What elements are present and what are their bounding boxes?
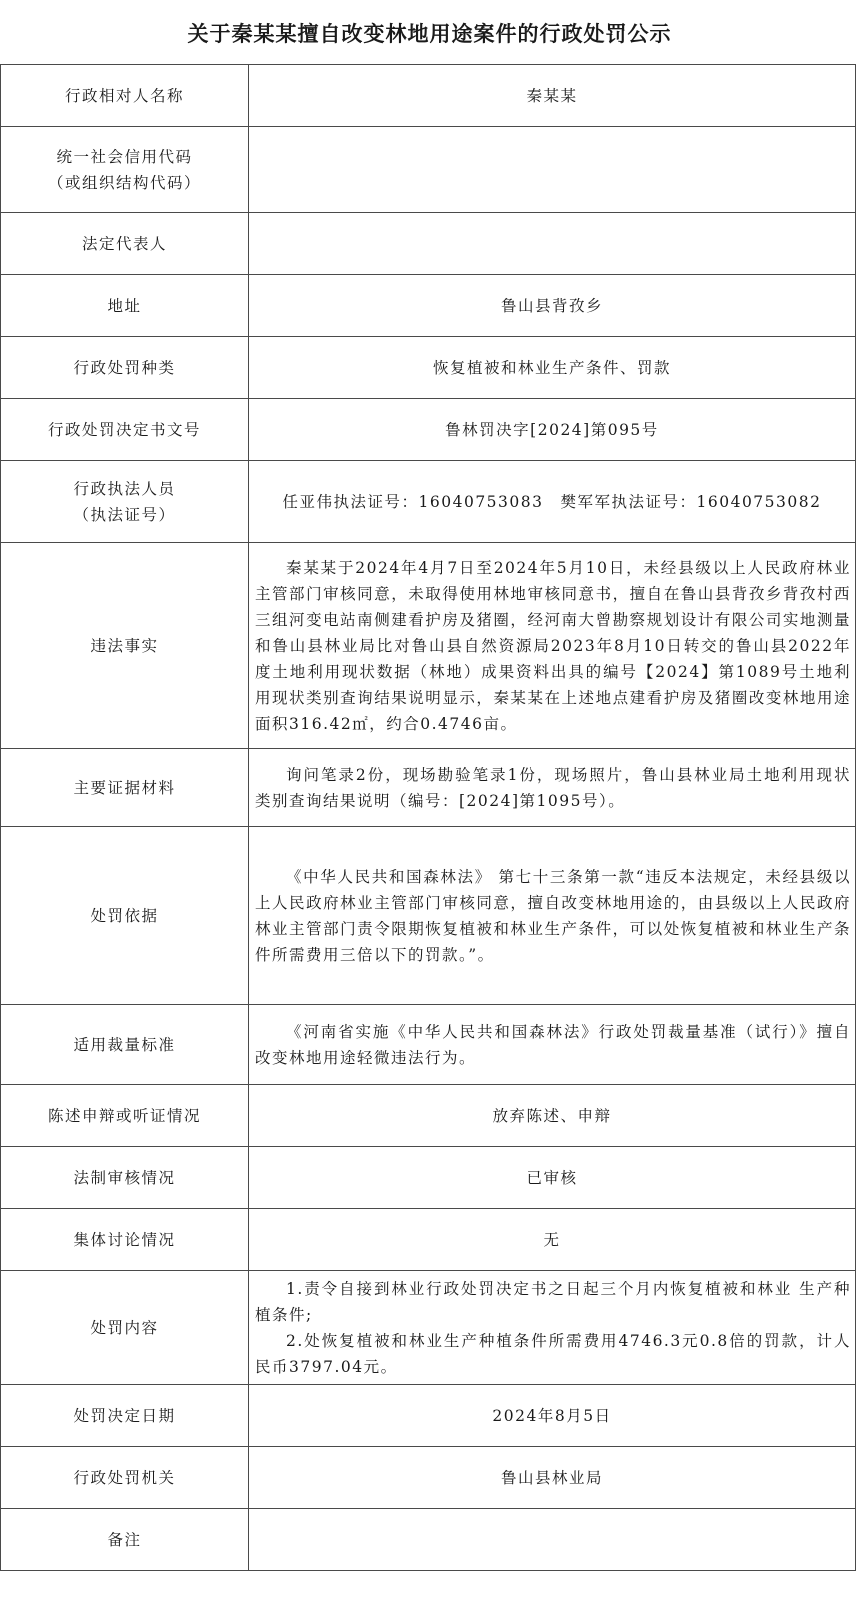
row-value: 鲁林罚决字[2024]第095号 [249,399,856,461]
row-value: 2024年8月5日 [249,1385,856,1447]
table-row [1,1447,856,1509]
row-value [249,127,856,213]
paragraph: 2.处恢复植被和林业生产种植条件所需费用4746.3元0.8倍的罚款，计人民币3797.04元。 [255,1331,851,1376]
row-value [249,1005,856,1085]
table-row [1,275,856,337]
row-value: 鲁山县背孜乡 [249,275,856,337]
row-value: 任亚伟执法证号：16040753083 樊军军执法证号：16040753082 [249,461,856,543]
row-label: 处罚依据 [1,827,249,1005]
row-label: 主要证据材料 [1,749,249,827]
table-row [1,1085,856,1147]
table-row [1,1385,856,1447]
paragraph: 《中华人民共和国森林法》 第七十三条第一款“违反本法规定，未经县级以上人民政府林业主管部门审核同意，擅自改变林地用途的，由县级以上人民政府林业主管部门责令限期恢复植被和林业生产条件，可以处恢复植被和林业生产条件所需费用三倍以下的罚款。”。 [255,867,851,964]
paragraph: 1.责令自接到林业行政处罚决定书之日起三个月内恢复植被和林业 生产种植条件; [255,1279,851,1324]
paragraph: 询问笔录2份，现场勘验笔录1份，现场照片，鲁山县林业局土地利用现状类别查询结果说明（编号：[2024]第1095号）。 [255,765,851,810]
table-row [1,1147,856,1209]
row-label: 处罚内容 [1,1271,249,1385]
row-label [1,127,249,213]
row-value: 无 [249,1209,856,1271]
row-label: 陈述申辩或听证情况 [1,1085,249,1147]
table-row [1,337,856,399]
row-label-line: 统一社会信用代码 [56,147,193,166]
row-value: 已审核 [249,1147,856,1209]
row-value [249,749,856,827]
row-label: 处罚决定日期 [1,1385,249,1447]
row-label: 行政处罚机关 [1,1447,249,1509]
row-value: 鲁山县林业局 [249,1447,856,1509]
row-label-line: （或组织结构代码） [47,173,201,192]
table-row [1,1209,856,1271]
row-value [249,1509,856,1571]
row-value [249,213,856,275]
row-value [249,827,856,1005]
paragraph: 《河南省实施《中华人民共和国森林法》行政处罚裁量基准（试行）》擅自改变林地用途轻微违法行为。 [255,1022,851,1067]
row-label: 法定代表人 [1,213,249,275]
row-label: 备注 [1,1509,249,1571]
row-label: 行政处罚决定书文号 [1,399,249,461]
row-label: 行政处罚种类 [1,337,249,399]
row-value [249,543,856,749]
table-row [1,543,856,749]
row-label-line: （执法证号） [73,505,176,524]
table-row [1,213,856,275]
paragraph: 秦某某于2024年4月7日至2024年5月10日，未经县级以上人民政府林业主管部门审核同意，未取得使用林地审核同意书，擅自在鲁山县背孜乡背孜村西三组河变电站南侧建看护房及猪圈，经河南大曾勘察规划设计有限公司实地测量和鲁山县林业局比对鲁山县自然资源局2023年8月10日转交的鲁山县2022年度土地利用现状数据（林地）成果资料出具的编号【2024】第1089号土地利用现状类别查询结果说明显示，秦某某在上述地点建看护房及猪圈改变林地用途面积316.42㎡，约合0.4746亩。 [255,558,851,733]
table-row [1,827,856,1005]
table-row [1,1271,856,1385]
page-title: 关于秦某某擅自改变林地用途案件的行政处罚公示 [187,20,672,46]
penalty-table [0,64,856,1571]
row-label: 适用裁量标准 [1,1005,249,1085]
table-row [1,127,856,213]
row-label [1,461,249,543]
row-value [249,1271,856,1385]
row-label-line: 行政执法人员 [73,479,176,498]
row-value: 放弃陈述、申辩 [249,1085,856,1147]
row-label: 法制审核情况 [1,1147,249,1209]
table-row [1,749,856,827]
table-row [1,65,856,127]
row-label: 违法事实 [1,543,249,749]
table-row [1,461,856,543]
row-label: 集体讨论情况 [1,1209,249,1271]
row-value: 恢复植被和林业生产条件、罚款 [249,337,856,399]
row-value: 秦某某 [249,65,856,127]
table-row [1,1005,856,1085]
row-label: 行政相对人名称 [1,65,249,127]
row-label: 地址 [1,275,249,337]
table-row [1,1509,856,1571]
table-row [1,399,856,461]
